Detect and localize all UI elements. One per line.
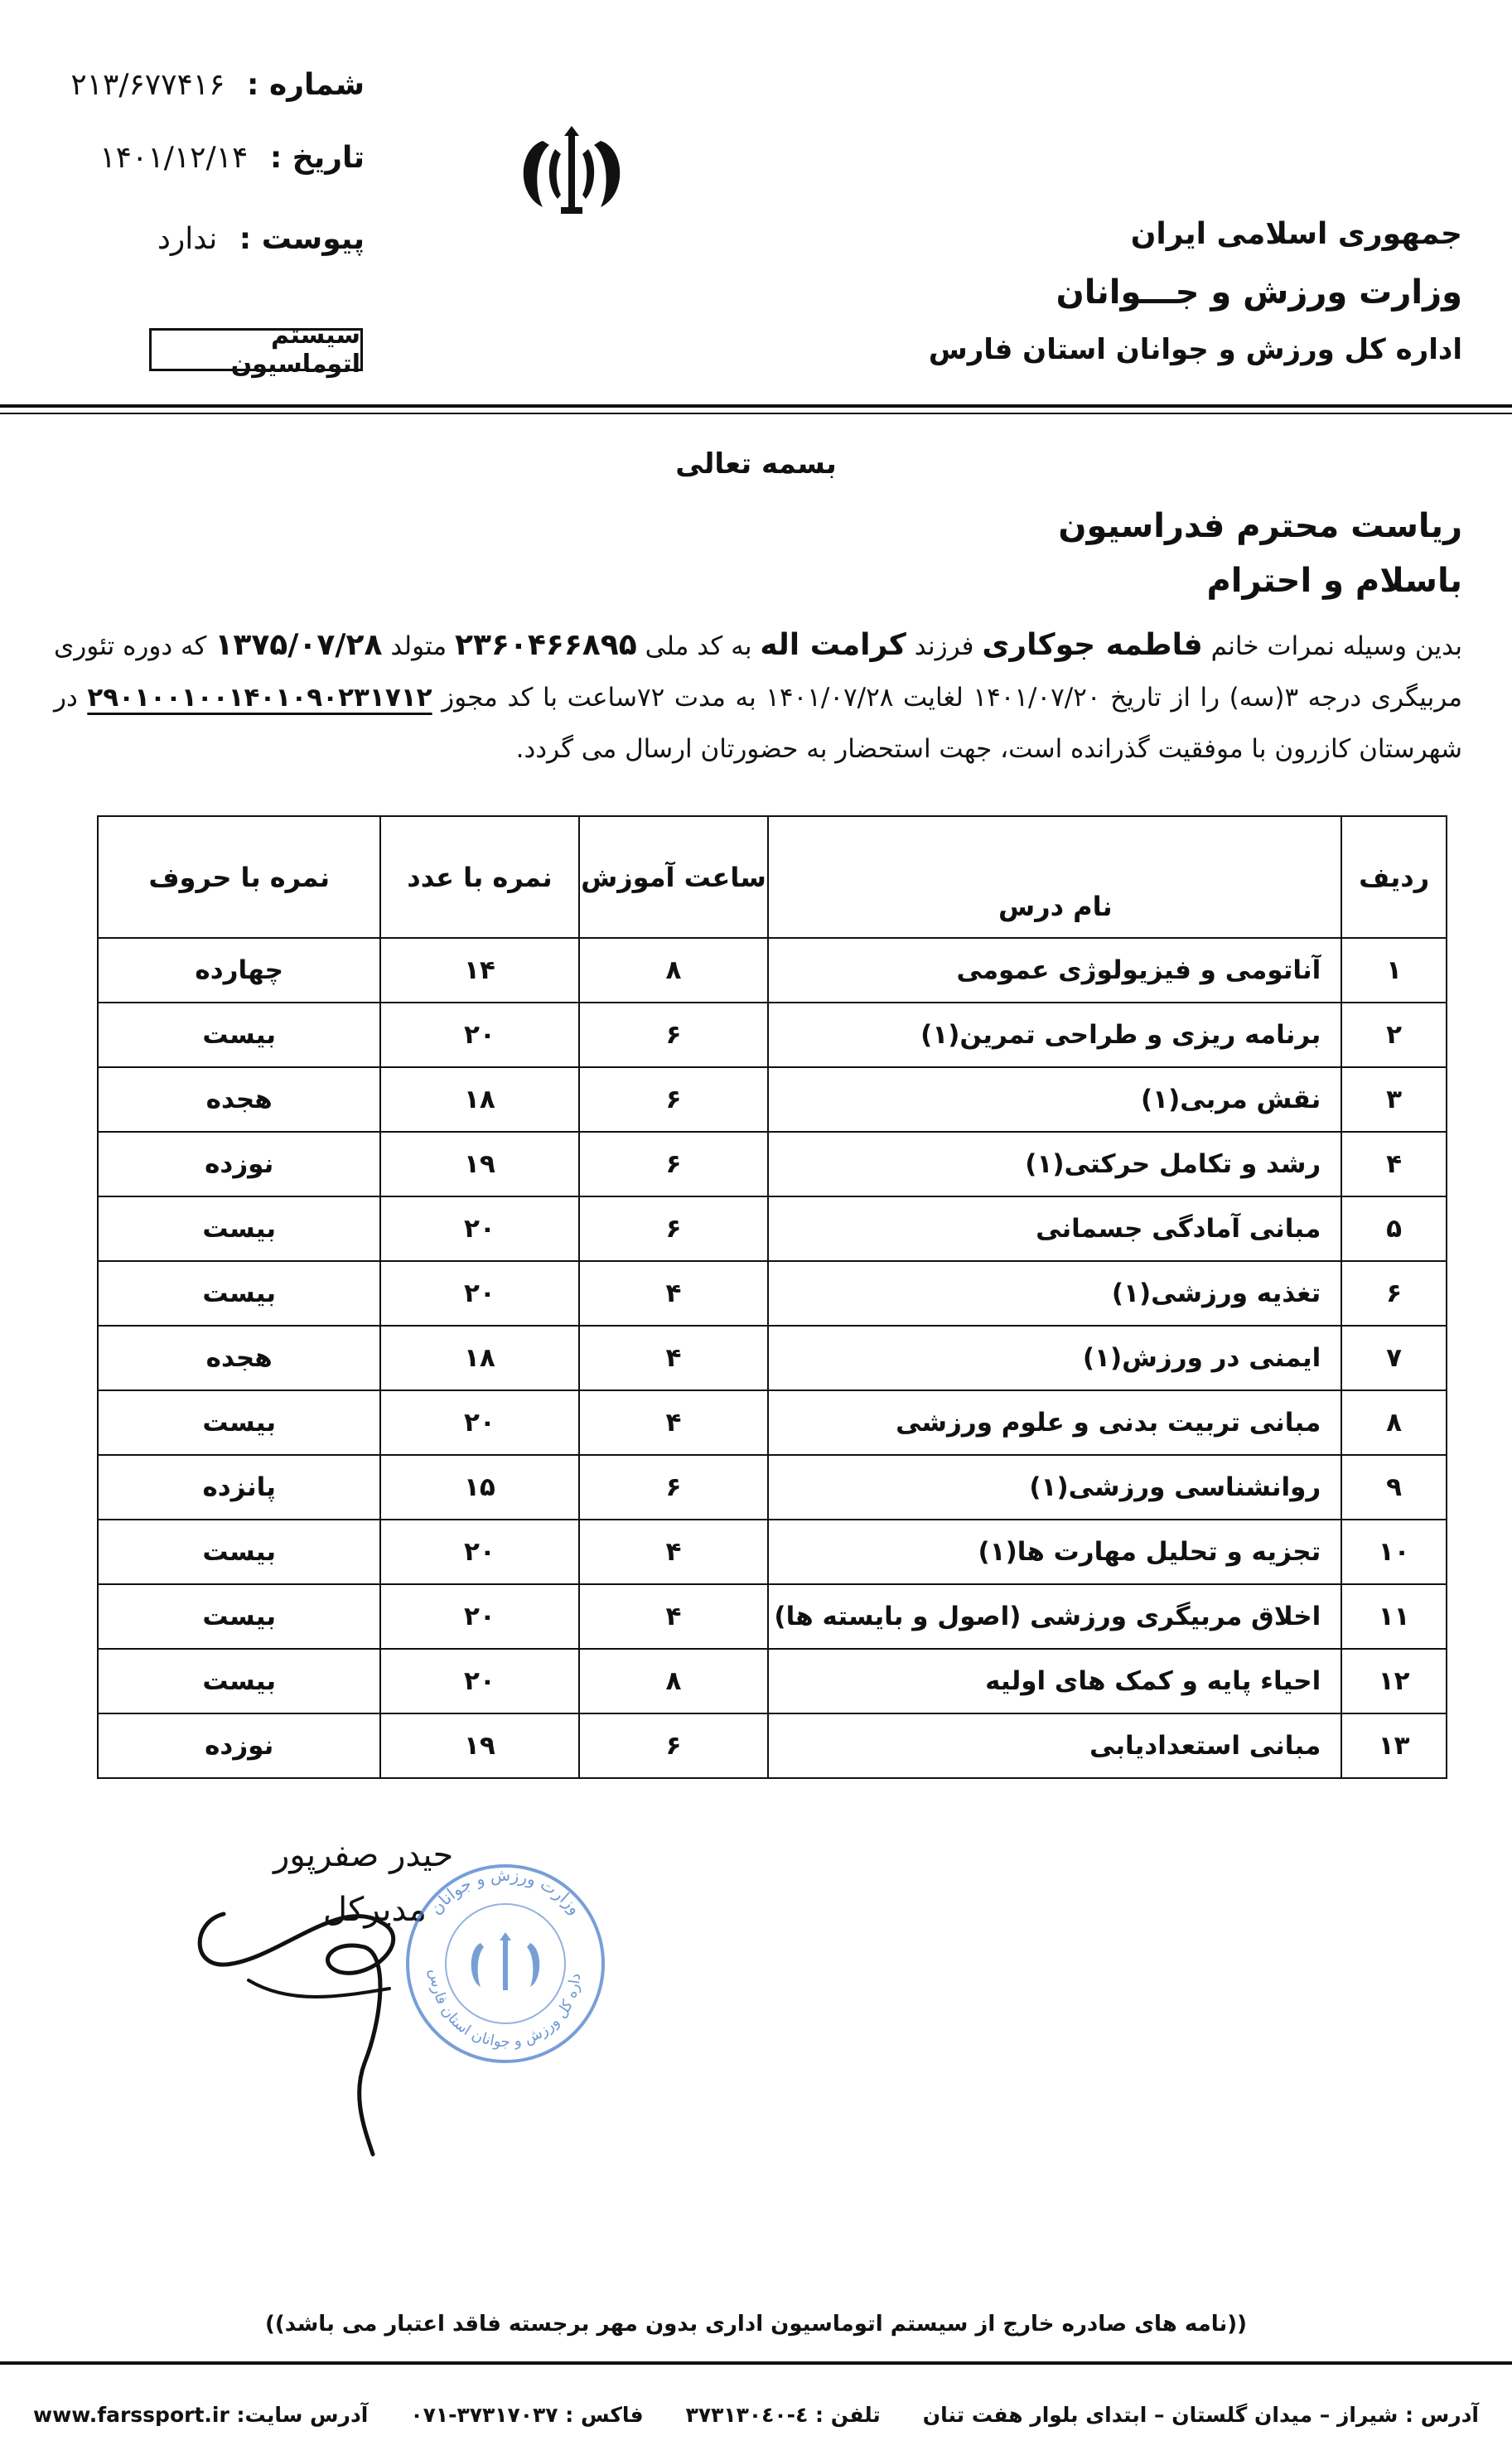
row-number: ۱۱	[1341, 1584, 1447, 1649]
row-number: ۸	[1341, 1390, 1447, 1455]
grades-table	[97, 815, 1447, 1779]
course-hours: ۶	[579, 1003, 769, 1067]
course-hours: ۶	[579, 1067, 769, 1132]
header-grade-number: نمره با عدد	[380, 816, 578, 938]
stamp-text-bottom: داره کل ورزش و جوانان استان فارس	[426, 1968, 585, 2052]
course-hours: ۶	[579, 1132, 769, 1196]
table-header-row	[98, 816, 1447, 938]
body-text-5: که دوره تئوری مربیگری درجه ۳(سه) را از تاریخ ۱۴۰۱/۰۷/۲۰ لغایت ۱۴۰۱/۰۷/۲۸ به مدت ۷۲ساعت با کد مجوز	[54, 631, 1462, 713]
table-row	[98, 1196, 1447, 1261]
letter-attachment-label: پیوست :	[239, 222, 365, 256]
grade-number: ۱۹	[380, 1713, 578, 1778]
table-row	[98, 1261, 1447, 1326]
footer-website	[33, 2403, 368, 2427]
footer-divider	[0, 2361, 1512, 2365]
letter-date-label: تاریخ :	[269, 141, 365, 175]
header-divider	[0, 404, 1512, 408]
row-number: ۱	[1341, 938, 1447, 1003]
row-number: ۱۰	[1341, 1520, 1447, 1584]
course-hours: ۸	[579, 938, 769, 1003]
grade-number: ۱۹	[380, 1132, 578, 1196]
basmala: بسمه تعالی	[675, 447, 837, 481]
license-code: ۲۹۰۱۰۰۱۰۰۱۴۰۱۰۹۰۲۳۱۷۱۲	[87, 683, 432, 713]
table-row	[98, 938, 1447, 1003]
footer-address: آدرس : شیراز – میدان گلستان – ابتدای بلوار هفت تنان	[922, 2403, 1479, 2427]
course-hours: ۸	[579, 1649, 769, 1713]
table-row	[98, 1326, 1447, 1390]
letter-date	[33, 141, 365, 175]
body-text-6: در شهرستان کازرون با موفقیت گذرانده است، جهت استحضار به حضورتان ارسال می گردد.	[54, 683, 1462, 764]
course-name: ایمنی در ورزش(۱)	[768, 1326, 1341, 1390]
grade-words: بیست	[98, 1196, 380, 1261]
course-name: تجزیه و تحلیل مهارت ها(۱)	[768, 1520, 1341, 1584]
header-hours: ساعت آموزش	[579, 816, 769, 938]
row-number: ۹	[1341, 1455, 1447, 1520]
footer-website-label: آدرس سایت:	[236, 2403, 369, 2427]
letter-body	[54, 620, 1462, 775]
grade-words: هجده	[98, 1067, 380, 1132]
signatory-title: مدیرکل	[323, 1891, 427, 1929]
course-hours: ۴	[579, 1261, 769, 1326]
table-row	[98, 1713, 1447, 1778]
stamp-text-top: وزارت ورزش و جوانان	[425, 1864, 586, 1919]
greeting: باسلام و احترام	[1206, 562, 1462, 600]
grade-words: بیست	[98, 1261, 380, 1326]
course-hours: ۴	[579, 1390, 769, 1455]
grade-number: ۲۰	[380, 1584, 578, 1649]
grade-number: ۱۸	[380, 1067, 578, 1132]
table-row	[98, 1584, 1447, 1649]
national-id: ۲۳۶۰۴۶۶۸۹۵	[455, 628, 637, 662]
row-number: ۴	[1341, 1132, 1447, 1196]
letter-attachment	[33, 222, 365, 256]
grade-words: بیست	[98, 1003, 380, 1067]
grade-words: بیست	[98, 1520, 380, 1584]
row-number: ۶	[1341, 1261, 1447, 1326]
grade-number: ۱۵	[380, 1455, 578, 1520]
course-name: مبانی آمادگی جسمانی	[768, 1196, 1341, 1261]
table-row	[98, 1520, 1447, 1584]
course-hours: ۶	[579, 1455, 769, 1520]
body-text-2: فرزند	[906, 631, 983, 661]
grade-number: ۲۰	[380, 1390, 578, 1455]
course-name: اخلاق مربیگری ورزشی (اصول و بایسته ها)	[768, 1584, 1341, 1649]
header-course-name: نام درس	[768, 816, 1341, 938]
letter-number	[33, 68, 365, 102]
row-number: ۵	[1341, 1196, 1447, 1261]
grade-words: هجده	[98, 1326, 380, 1390]
course-name: روانشناسی ورزشی(۱)	[768, 1455, 1341, 1520]
addressee: ریاست محترم فدراسیون	[1058, 507, 1462, 545]
row-number: ۱۲	[1341, 1649, 1447, 1713]
body-text-1: بدین وسیله نمرات خانم	[1202, 631, 1463, 661]
table-row	[98, 1390, 1447, 1455]
body-text-3: به کد ملی	[636, 631, 761, 661]
course-hours: ۶	[579, 1196, 769, 1261]
website-link[interactable]: www.farssport.ir	[33, 2403, 229, 2427]
course-name: برنامه ریزی و طراحی تمرین(۱)	[768, 1003, 1341, 1067]
grade-number: ۱۴	[380, 938, 578, 1003]
course-name: مبانی تربیت بدنی و علوم ورزشی	[768, 1390, 1341, 1455]
signatory-name: حیدر صفرپور	[273, 1836, 454, 1874]
footer-validity-note: ((نامه های صادره خارج از سیستم اتوماسیون اداری بدون مهر برجسته فاقد اعتبار می باشد))	[264, 2312, 1248, 2337]
official-stamp	[398, 1856, 613, 2075]
letter-attachment-value: ندارد	[157, 222, 218, 256]
body-text-4: متولد	[382, 631, 455, 661]
stamp-emblem-icon	[471, 1932, 540, 1990]
table-row	[98, 1067, 1447, 1132]
grade-words: بیست	[98, 1390, 380, 1455]
grade-number: ۱۸	[380, 1326, 578, 1390]
automation-system-box: سیستم اتوماسیون	[149, 328, 363, 371]
grade-words: نوزده	[98, 1132, 380, 1196]
grade-words: بیست	[98, 1649, 380, 1713]
course-name: آناتومی و فیزیولوژی عمومی	[768, 938, 1341, 1003]
grade-number: ۲۰	[380, 1520, 578, 1584]
table-row	[98, 1649, 1447, 1713]
course-name: تغذیه ورزشی(۱)	[768, 1261, 1341, 1326]
grade-words: نوزده	[98, 1713, 380, 1778]
table-row	[98, 1455, 1447, 1520]
course-hours: ۴	[579, 1584, 769, 1649]
course-name: مبانی استعدادیابی	[768, 1713, 1341, 1778]
row-number: ۷	[1341, 1326, 1447, 1390]
letter-number-label: شماره :	[247, 68, 365, 102]
row-number: ۳	[1341, 1067, 1447, 1132]
birth-date: ۱۳۷۵/۰۷/۲۸	[215, 628, 383, 662]
header-row-number: ردیف	[1341, 816, 1447, 938]
grade-words: چهارده	[98, 938, 380, 1003]
student-name: فاطمه جوکاری	[982, 628, 1203, 662]
course-name: احیاء پایه و کمک های اولیه	[768, 1649, 1341, 1713]
header-grade-words: نمره با حروف	[98, 816, 380, 938]
footer-phone: تلفن : ٤-۳۷۳۱۳۰٤٠	[685, 2403, 881, 2427]
course-hours: ۶	[579, 1713, 769, 1778]
table-row	[98, 1003, 1447, 1067]
letter-number-value: ۲۱۳/۶۷۷۴۱۶	[70, 68, 225, 102]
grade-number: ۲۰	[380, 1003, 578, 1067]
grade-number: ۲۰	[380, 1196, 578, 1261]
header-divider-thin	[0, 413, 1512, 414]
grade-words: بیست	[98, 1584, 380, 1649]
table-row	[98, 1132, 1447, 1196]
grade-number: ۲۰	[380, 1649, 578, 1713]
row-number: ۲	[1341, 1003, 1447, 1067]
footer-fax: فاکس : ۳۷۳۱۷۰۳۷-۰۷۱	[410, 2403, 644, 2427]
course-name: رشد و تکامل حرکتی(۱)	[768, 1132, 1341, 1196]
department-name: اداره کل ورزش و جوانان استان فارس	[928, 333, 1462, 366]
grade-number: ۲۰	[380, 1261, 578, 1326]
letter-date-value: ۱۴۰۱/۱۲/۱۴	[99, 141, 249, 175]
course-name: نقش مربی(۱)	[768, 1067, 1341, 1132]
ministry-name: وزارت ورزش و جـــوانان	[1056, 273, 1462, 312]
iran-emblem-icon	[510, 124, 634, 224]
grade-words: پانزده	[98, 1455, 380, 1520]
father-name: کرامت اله	[760, 628, 906, 662]
country-name: جمهوری اسلامی ایران	[1130, 217, 1462, 251]
footer-contact	[33, 2403, 1479, 2427]
course-hours: ۴	[579, 1520, 769, 1584]
svg-text:وزارت ورزش و جوانان	[426, 1864, 586, 1918]
row-number: ۱۳	[1341, 1713, 1447, 1778]
course-hours: ۴	[579, 1326, 769, 1390]
